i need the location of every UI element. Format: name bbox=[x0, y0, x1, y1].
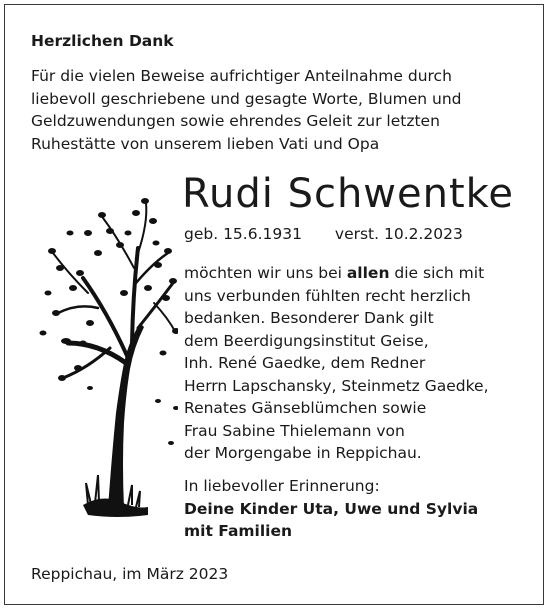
intro-text bbox=[31, 65, 511, 155]
life-dates bbox=[184, 225, 463, 243]
deceased-name: Rudi Schwentke bbox=[182, 171, 515, 217]
signers-line: mit Familien bbox=[184, 522, 293, 540]
place-date: Reppichau, im März 2023 bbox=[31, 565, 229, 583]
closing-block bbox=[184, 475, 478, 543]
thanks-line-part: möchten wir uns bei bbox=[184, 264, 347, 282]
intro-line: liebevoll geschriebene und gesagte Worte, Blumen und bbox=[31, 89, 462, 108]
intro-line: Für die vielen Beweise aufrichtiger Anteilnahme durch bbox=[31, 67, 452, 85]
signers-line: Deine Kinder Uta, Uwe und Sylvia bbox=[184, 499, 479, 518]
birth-date: geb. 15.6.1931 bbox=[184, 225, 302, 243]
thanks-line: dem Beerdigungsinstitut Geise, bbox=[184, 331, 429, 350]
notice-heading: Herzlichen Dank bbox=[31, 32, 174, 50]
thanks-line-part: die sich mit bbox=[389, 264, 485, 282]
intro-line: Geldzuwendungen sowie ehrendes Geleit zur letzten bbox=[31, 112, 440, 130]
thanks-line: Frau Sabine Thielemann von bbox=[184, 421, 405, 440]
death-date: verst. 10.2.2023 bbox=[334, 225, 463, 243]
intro-line: Ruhestätte von unserem lieben Vati und Opa bbox=[31, 134, 380, 153]
tree-silhouette-icon bbox=[28, 193, 178, 523]
thanks-line bbox=[184, 262, 524, 285]
thanks-line: uns verbunden fühlten recht herzlich bbox=[184, 286, 471, 305]
thanks-line: Inh. René Gaedke, dem Redner bbox=[184, 354, 426, 372]
thanks-text bbox=[184, 262, 524, 465]
emphasis-word: allen bbox=[346, 264, 390, 282]
thanks-line: Renates Gänseblümchen sowie bbox=[184, 399, 427, 417]
thanks-line: bedanken. Besonderer Dank gilt bbox=[184, 309, 434, 327]
thanks-line: der Morgengabe in Reppichau. bbox=[184, 444, 422, 462]
closing-intro: In liebevoller Erinnerung: bbox=[184, 477, 380, 495]
thanks-line: Herrn Lapschansky, Steinmetz Gaedke, bbox=[184, 376, 489, 395]
